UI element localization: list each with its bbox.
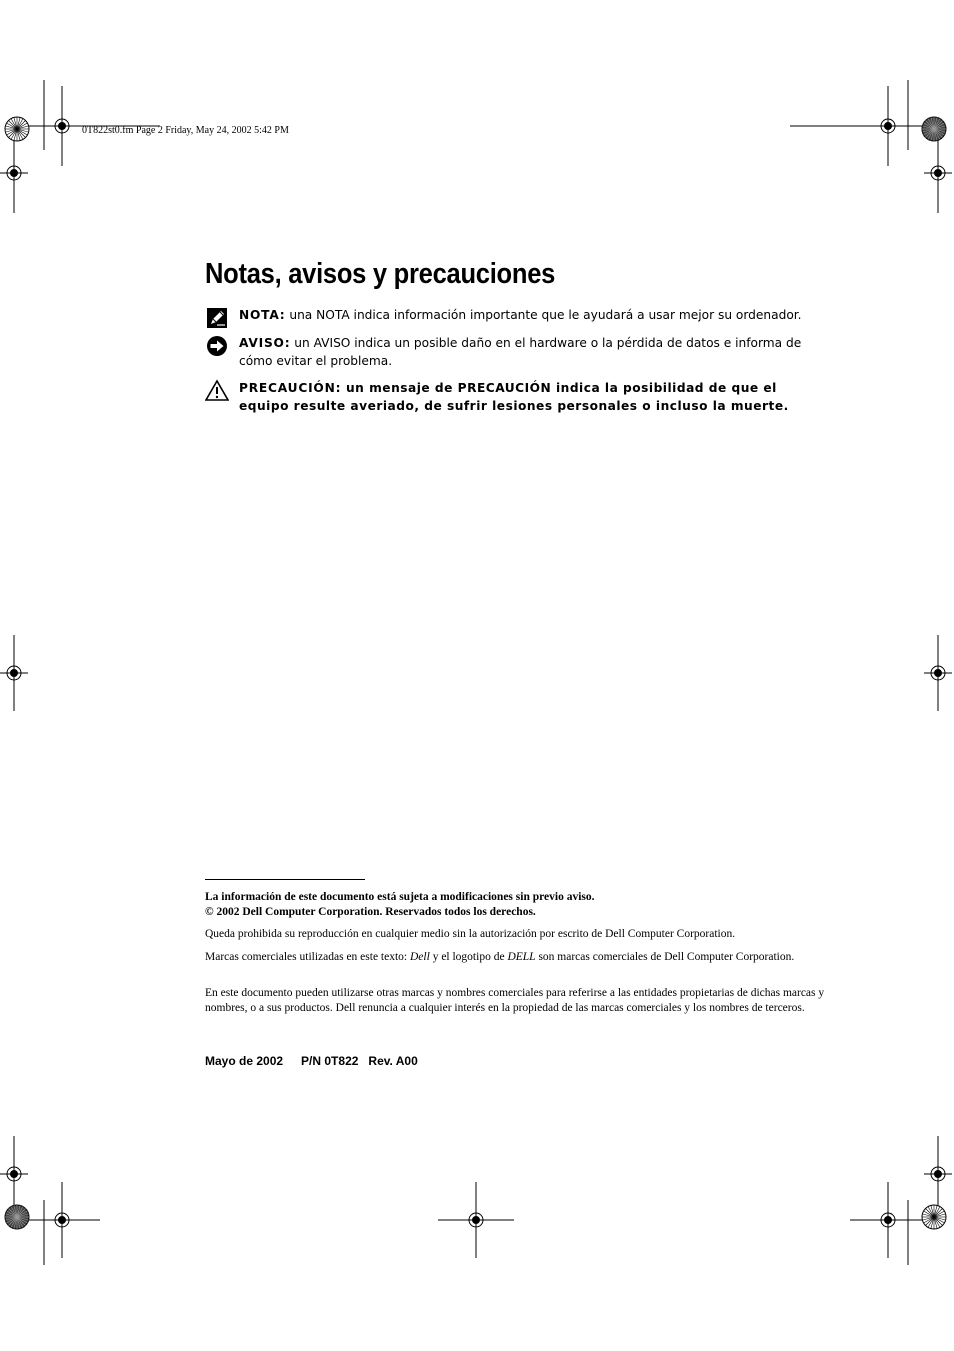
registration-target — [438, 1182, 514, 1258]
dell-logo-trademark: DELL — [507, 951, 536, 963]
registration-target — [850, 1182, 926, 1258]
copyright-line: © 2002 Dell Computer Corporation. Reservados todos los derechos. — [205, 906, 536, 918]
trademarks-paragraph — [205, 950, 825, 965]
notice-text: un AVISO indica un posible daño en el hardware o la pérdida de datos e informa de cómo evitar el problema. — [239, 336, 802, 368]
color-starburst-mark — [5, 1205, 29, 1229]
caution-block — [205, 379, 825, 415]
third-party-trademarks: En este documento pueden utilizarse otras marcas y nombres comerciales para referirse a las entidades propietarias de dichas marcas y nombres, o a sus productos. Dell renuncia a cualquier interés en la propiedad de las marcas comerciales y los nombres de terceros. — [205, 987, 825, 1014]
color-starburst-mark — [922, 1205, 946, 1229]
registration-target — [0, 1136, 28, 1212]
caution-label: PRECAUCIÓN: — [239, 381, 342, 395]
registration-target — [924, 133, 952, 213]
notice-label: AVISO: — [239, 336, 291, 350]
note-label: NOTA: — [239, 308, 286, 322]
footer-part-number: P/N 0T822 — [301, 1054, 359, 1068]
dell-trademark: Dell — [410, 951, 430, 963]
note-block — [205, 306, 825, 324]
warning-triangle-icon — [205, 379, 229, 403]
notice-block — [205, 334, 825, 370]
registration-target — [924, 1136, 952, 1212]
trademarks-text-a: Marcas comerciales utilizadas en este texto: — [205, 951, 410, 963]
footer-revision: Rev. A00 — [368, 1054, 418, 1068]
note-text: una NOTA indica información importante que le ayudará a usar mejor su ordenador. — [285, 308, 802, 322]
registration-target — [0, 635, 28, 711]
page-title: Notas, avisos y precauciones — [205, 258, 556, 290]
trademarks-text-c: son marcas comerciales de Dell Computer Corporation. — [535, 951, 795, 963]
document-footer — [205, 1054, 418, 1068]
file-info-header: 0T822st0.fm Page 2 Friday, May 24, 2002 5:42 PM — [82, 125, 289, 136]
trademarks-text-b: y el logotipo de — [429, 951, 508, 963]
footer-date: Mayo de 2002 — [205, 1054, 284, 1068]
reproduction-notice: Queda prohibida su reproducción en cualquier medio sin la autorización por escrito de Dell Computer Corporation. — [205, 928, 736, 940]
footnote-rule — [205, 879, 365, 880]
color-starburst-mark — [922, 117, 946, 141]
registration-target — [0, 133, 28, 213]
pencil-note-icon — [205, 306, 229, 330]
color-starburst-mark — [5, 117, 29, 141]
caution-text: un mensaje de PRECAUCIÓN indica la posibilidad de que el equipo resulte averiado, de sufrir lesiones personales o incluso la muerte. — [239, 381, 789, 413]
arrow-notice-icon — [205, 334, 229, 358]
registration-target — [924, 635, 952, 711]
registration-target — [24, 1182, 100, 1258]
legal-notice-line: La información de este documento está sujeta a modificaciones sin previo aviso. — [205, 891, 595, 903]
registration-target — [850, 86, 926, 166]
